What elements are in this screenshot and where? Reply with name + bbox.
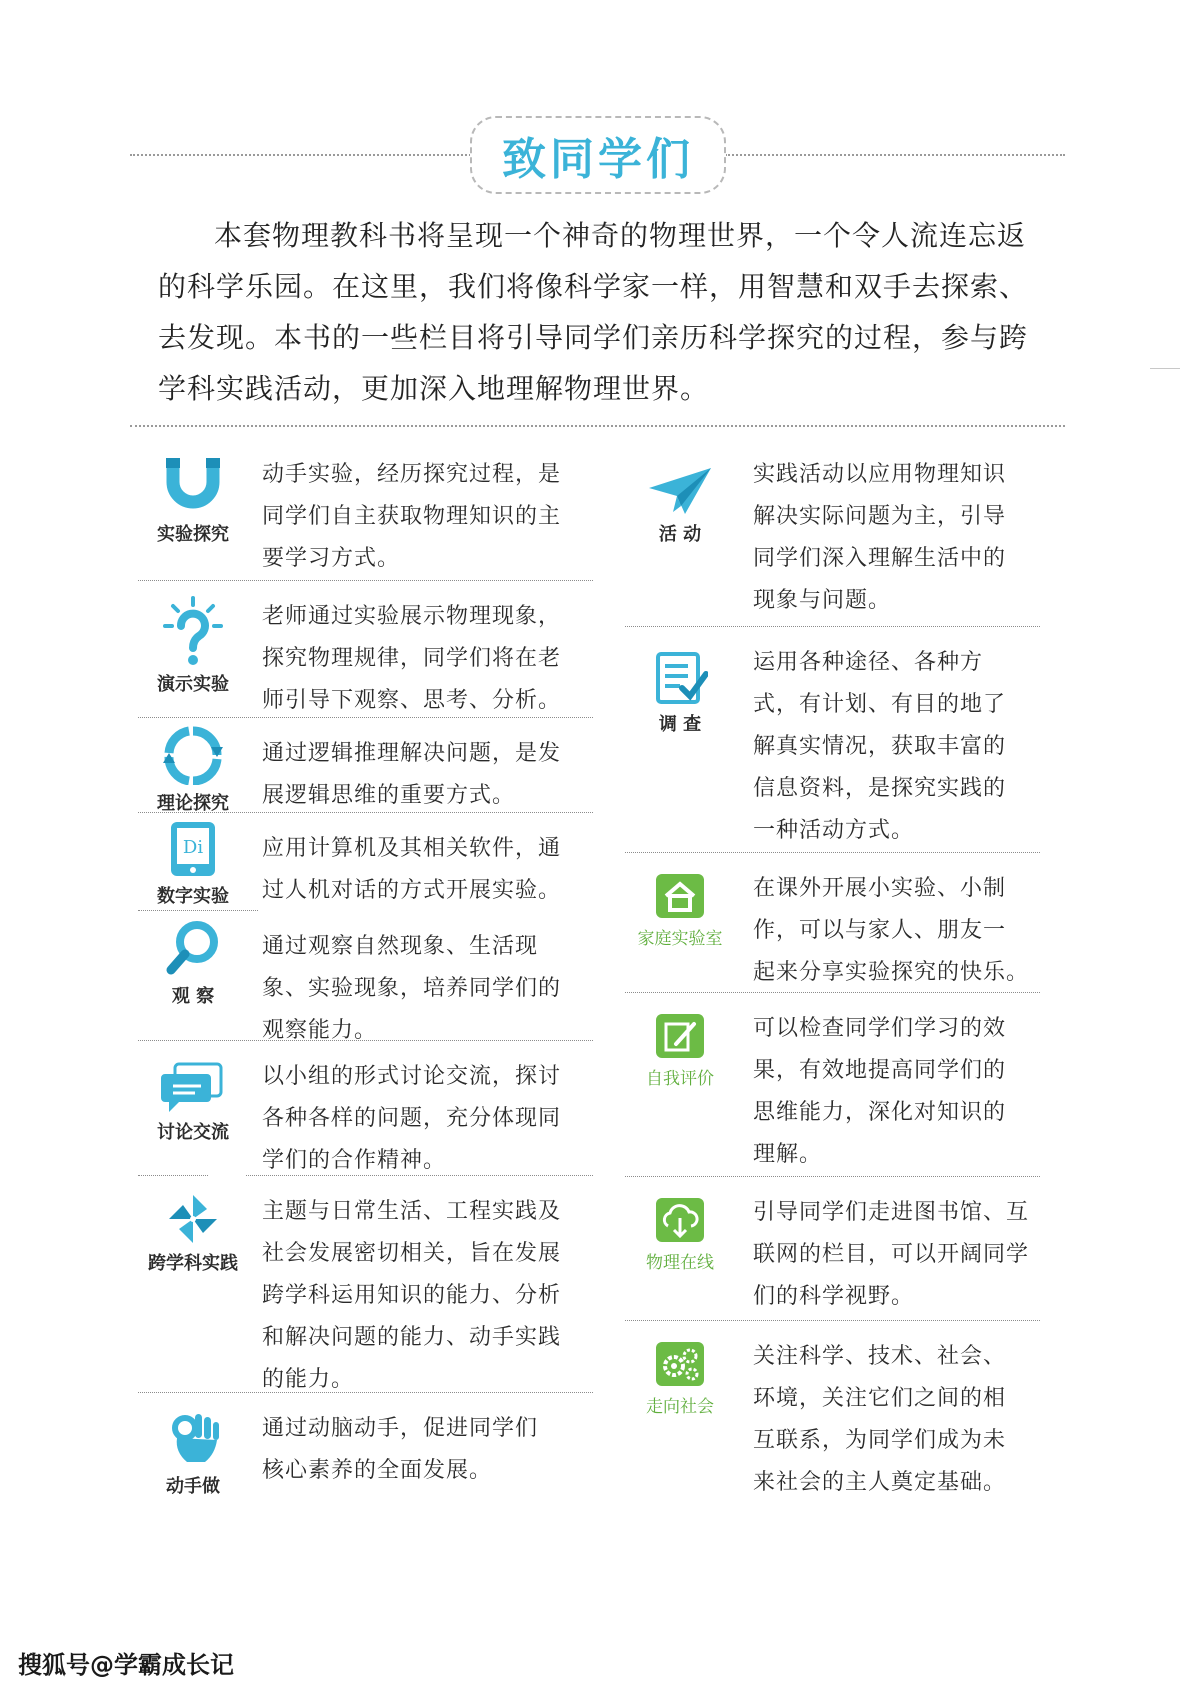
column-item [625,438,1050,626]
lightbulb-question-icon [138,596,248,696]
title-box [470,116,726,194]
item-description: 老师通过实验展示物理现象， 探究物理规律，同学们将在老 师引导下观察、思考、分析。 [262,604,562,713]
item-label: 家庭实验室 [637,929,723,949]
column-item [138,717,588,812]
item-description: 引导同学们走进图书馆、互 联网的栏目，可以开阔同学 们的科学视野。 [753,1200,1030,1309]
title-area [130,112,1065,192]
column-item [138,812,588,910]
paper-plane-icon [625,466,735,546]
column-item [625,1320,1050,1510]
column-item [138,580,588,717]
item-label: 实验探究 [157,524,229,545]
title-divider-right [725,154,1065,156]
cycle-arrows-icon [138,725,248,815]
item-label: 走向社会 [646,1397,714,1417]
item-description: 可以检查同学们学习的效 果，有效地提高同学们的 思维能力，深化对知识的 理解。 [753,1016,1007,1167]
item-label: 理论探究 [157,793,229,814]
item-description: 运用各种途径、各种方 式，有计划、有目的地了 解真实情况，获取丰富的 信息资料，是探究实践的 一种活动方式。 [753,650,1007,843]
column-item [138,1392,588,1502]
home-icon [625,872,735,949]
item-label: 跨学科实践 [148,1253,238,1274]
item-label: 动手做 [166,1476,220,1497]
column-item [138,910,588,1043]
intro-line: 学科实践活动，更加深入地理解物理世界。 [158,372,710,405]
item-description: 通过动脑动手，促进同学们 核心素养的全面发展。 [262,1416,539,1483]
svg-text:Di: Di [182,837,204,858]
tablet-di-icon [138,820,248,908]
item-description: 以小组的形式讨论交流，探讨 各种各样的问题，充分体现同 学们的合作精神。 [262,1064,562,1173]
column-item [138,438,588,580]
item-label: 数字实验 [157,886,229,907]
item-label: 演示实验 [157,674,229,695]
column-item [625,992,1050,1176]
item-label: 讨论交流 [157,1122,229,1143]
intro-line: 本套物理教科书将呈现一个神奇的物理世界，一个令人流连忘返 [214,219,1027,252]
page-title: 致同学们 [502,134,694,185]
watermark: 搜狐号@学霸成长记 [18,1651,234,1679]
item-description: 通过逻辑推理解决问题，是发 展逻辑思维的重要方式。 [262,741,562,808]
item-description: 动手实验，经历探究过程，是 同学们自主获取物理知识的主 要学习方式。 [262,462,562,571]
column-item [138,1040,588,1175]
item-label: 物理在线 [646,1253,714,1273]
intro-line: 的科学乐园。在这里，我们将像科学家一样，用智慧和双手去探索、 [158,270,1029,303]
edit-pencil-icon [625,1012,735,1089]
gears-icon [625,1340,735,1417]
item-description: 应用计算机及其相关软件，通 过人机对话的方式开展实验。 [262,836,562,903]
item-label: 活 动 [658,524,702,545]
pinwheel-icon [138,1193,248,1275]
item-label: 调 查 [658,714,702,735]
magnet-icon [138,452,248,546]
item-description: 通过观察自然现象、生活现 象、实验现象，培养同学们的 观察能力。 [262,934,562,1043]
item-description: 关注科学、技术、社会、 环境，关注它们之间的相 互联系，为同学们成为未 来社会的主人奠定基础。 [753,1344,1007,1495]
cloud-download-icon [625,1196,735,1273]
item-description: 主题与日常生活、工程实践及 社会发展密切相关，旨在发展 跨学科运用知识的能力、分析 和解决问题的能力、动手实践 的能力。 [262,1199,562,1392]
checklist-icon [625,650,735,736]
column-item [625,852,1050,992]
item-description: 实践活动以应用物理知识 解决实际问题为主，引导 同学们深入理解生活中的 现象与问题。 [753,462,1007,613]
intro-paragraph [158,210,1038,414]
column-item [625,1176,1050,1320]
item-label: 观 察 [171,986,215,1007]
title-divider-left [130,154,475,156]
magnifier-icon [138,918,248,1008]
margin-tick [1150,368,1180,369]
section-divider [130,425,1065,427]
item-description: 在课外开展小实验、小制 作，可以与家人、朋友一 起来分享实验探究的快乐。 [753,876,1030,985]
chat-bubble-icon [138,1062,248,1144]
intro-line: 去发现。本书的一些栏目将引导同学们亲历科学探究的过程，参与跨 [158,321,1029,354]
column-item [138,1175,588,1392]
ok-hand-icon [138,1410,248,1498]
column-item [625,626,1050,852]
item-label: 自我评价 [646,1069,714,1089]
